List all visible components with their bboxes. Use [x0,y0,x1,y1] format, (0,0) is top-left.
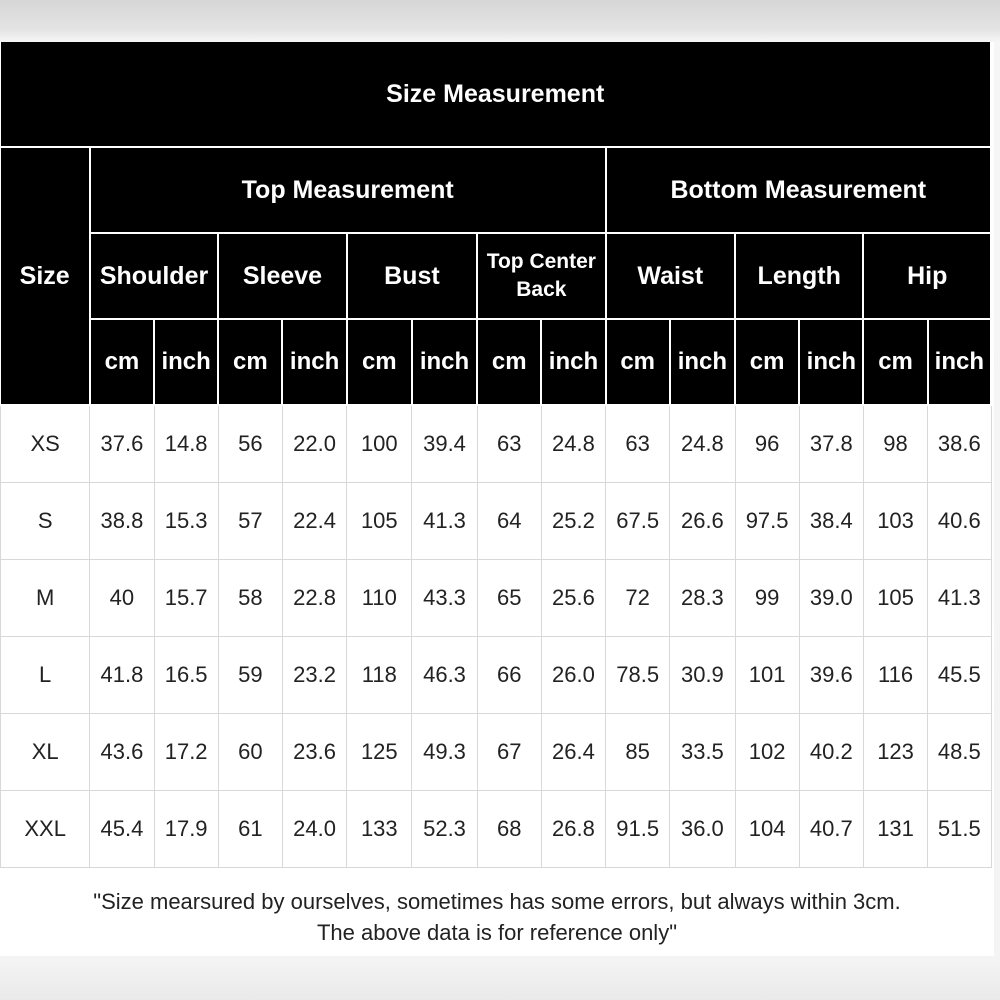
measurement-cell: 37.8 [799,405,863,483]
measurement-cell: 99 [735,560,799,637]
measurement-cell: 60 [218,714,282,791]
measurement-cell: 15.3 [154,483,218,560]
measurement-cell: 40.6 [928,483,991,560]
disclaimer-line-1: "Size mearsured by ourselves, sometimes has some errors, but always within 3cm. [93,889,901,914]
measurement-cell: 38.8 [90,483,154,560]
size-measurement-table [0,42,992,868]
table-row [1,483,992,560]
measurement-cell: 105 [347,483,412,560]
measurement-cell: 104 [735,791,799,868]
table-title: Size Measurement [1,42,992,147]
size-cell: XL [1,714,90,791]
top-measurement-header: Top Measurement [90,147,606,233]
measurement-cell: 17.2 [154,714,218,791]
measurement-cell: 37.6 [90,405,154,483]
unit-header-cm: cm [347,319,412,405]
measurement-cell: 100 [347,405,412,483]
unit-header-inch: inch [799,319,863,405]
size-column-header: Size [1,147,90,405]
size-cell: XS [1,405,90,483]
column-header-bust: Bust [347,233,477,319]
size-chart [0,42,994,956]
measurement-cell: 52.3 [412,791,477,868]
measurement-cell: 68 [477,791,541,868]
column-header-shoulder: Shoulder [90,233,218,319]
unit-header-cm: cm [477,319,541,405]
measurement-cell: 102 [735,714,799,791]
measurement-cell: 103 [863,483,927,560]
measurement-cell: 41.3 [412,483,477,560]
unit-header-inch: inch [541,319,605,405]
measurement-cell: 118 [347,637,412,714]
measurement-cell: 40 [90,560,154,637]
measurement-cell: 101 [735,637,799,714]
measurement-cell: 64 [477,483,541,560]
size-cell: S [1,483,90,560]
measurement-cell: 133 [347,791,412,868]
measurement-cell: 91.5 [606,791,670,868]
measurement-cell: 33.5 [670,714,735,791]
measurement-cell: 78.5 [606,637,670,714]
measurement-cell: 23.2 [282,637,346,714]
unit-header-cm: cm [90,319,154,405]
measurement-cell: 66 [477,637,541,714]
measurement-cell: 125 [347,714,412,791]
measurement-cell: 98 [863,405,927,483]
table-row [1,637,992,714]
measurement-cell: 24.0 [282,791,346,868]
measurement-cell: 43.3 [412,560,477,637]
disclaimer-line-2: The above data is for reference only" [316,920,677,945]
measurement-cell: 39.0 [799,560,863,637]
table-row [1,714,992,791]
measurement-cell: 26.4 [541,714,605,791]
measurement-cell: 110 [347,560,412,637]
measurement-cell: 57 [218,483,282,560]
unit-header-inch: inch [154,319,218,405]
measurement-cell: 131 [863,791,927,868]
measurement-cell: 58 [218,560,282,637]
measurement-cell: 28.3 [670,560,735,637]
measurement-cell: 14.8 [154,405,218,483]
measurement-cell: 16.5 [154,637,218,714]
measurement-cell: 49.3 [412,714,477,791]
measurement-cell: 72 [606,560,670,637]
table-row [1,405,992,483]
measurement-cell: 26.0 [541,637,605,714]
column-header-length: Length [735,233,863,319]
measurement-cell: 67.5 [606,483,670,560]
measurement-cell: 38.4 [799,483,863,560]
measurement-cell: 116 [863,637,927,714]
measurement-cell: 123 [863,714,927,791]
measurement-cell: 24.8 [541,405,605,483]
measurement-cell: 39.6 [799,637,863,714]
column-header-hip: Hip [863,233,991,319]
measurement-cell: 38.6 [928,405,991,483]
unit-header-row [1,319,992,405]
measurement-cell: 56 [218,405,282,483]
measurement-cell: 26.6 [670,483,735,560]
unit-header-inch: inch [412,319,477,405]
table-row [1,791,992,868]
disclaimer-note [0,886,994,948]
unit-header-cm: cm [218,319,282,405]
unit-header-cm: cm [606,319,670,405]
measurement-cell: 22.0 [282,405,346,483]
unit-header-inch: inch [670,319,735,405]
measurement-cell: 26.8 [541,791,605,868]
measurement-cell: 51.5 [928,791,991,868]
measurement-cell: 40.2 [799,714,863,791]
measurement-cell: 23.6 [282,714,346,791]
unit-header-cm: cm [863,319,927,405]
size-cell: M [1,560,90,637]
measurement-cell: 36.0 [670,791,735,868]
measurement-cell: 48.5 [928,714,991,791]
measurement-cell: 22.4 [282,483,346,560]
measurement-cell: 15.7 [154,560,218,637]
measurement-cell: 25.6 [541,560,605,637]
unit-header-cm: cm [735,319,799,405]
measurement-cell: 17.9 [154,791,218,868]
bottom-measurement-header: Bottom Measurement [606,147,991,233]
measurement-cell: 41.8 [90,637,154,714]
column-header-waist: Waist [606,233,735,319]
unit-header-inch: inch [282,319,346,405]
measurement-cell: 61 [218,791,282,868]
measurement-cell: 30.9 [670,637,735,714]
measurement-cell: 40.7 [799,791,863,868]
measurement-cell: 41.3 [928,560,991,637]
measurement-cell: 97.5 [735,483,799,560]
measurement-cell: 63 [606,405,670,483]
measurement-cell: 25.2 [541,483,605,560]
measurement-cell: 46.3 [412,637,477,714]
measurement-cell: 45.5 [928,637,991,714]
measurement-cell: 39.4 [412,405,477,483]
measurement-cell: 85 [606,714,670,791]
measurement-cell: 63 [477,405,541,483]
measurement-cell: 24.8 [670,405,735,483]
measurement-cell: 105 [863,560,927,637]
measurement-cell: 45.4 [90,791,154,868]
measurement-cell: 43.6 [90,714,154,791]
measurement-cell: 59 [218,637,282,714]
measurement-cell: 65 [477,560,541,637]
size-cell: L [1,637,90,714]
unit-header-inch: inch [928,319,991,405]
measurement-cell: 22.8 [282,560,346,637]
measurement-cell: 96 [735,405,799,483]
table-row [1,560,992,637]
column-header-sleeve: Sleeve [218,233,346,319]
measurement-cell: 67 [477,714,541,791]
size-cell: XXL [1,791,90,868]
column-header-top-center-back: Top Center Back [477,233,605,319]
